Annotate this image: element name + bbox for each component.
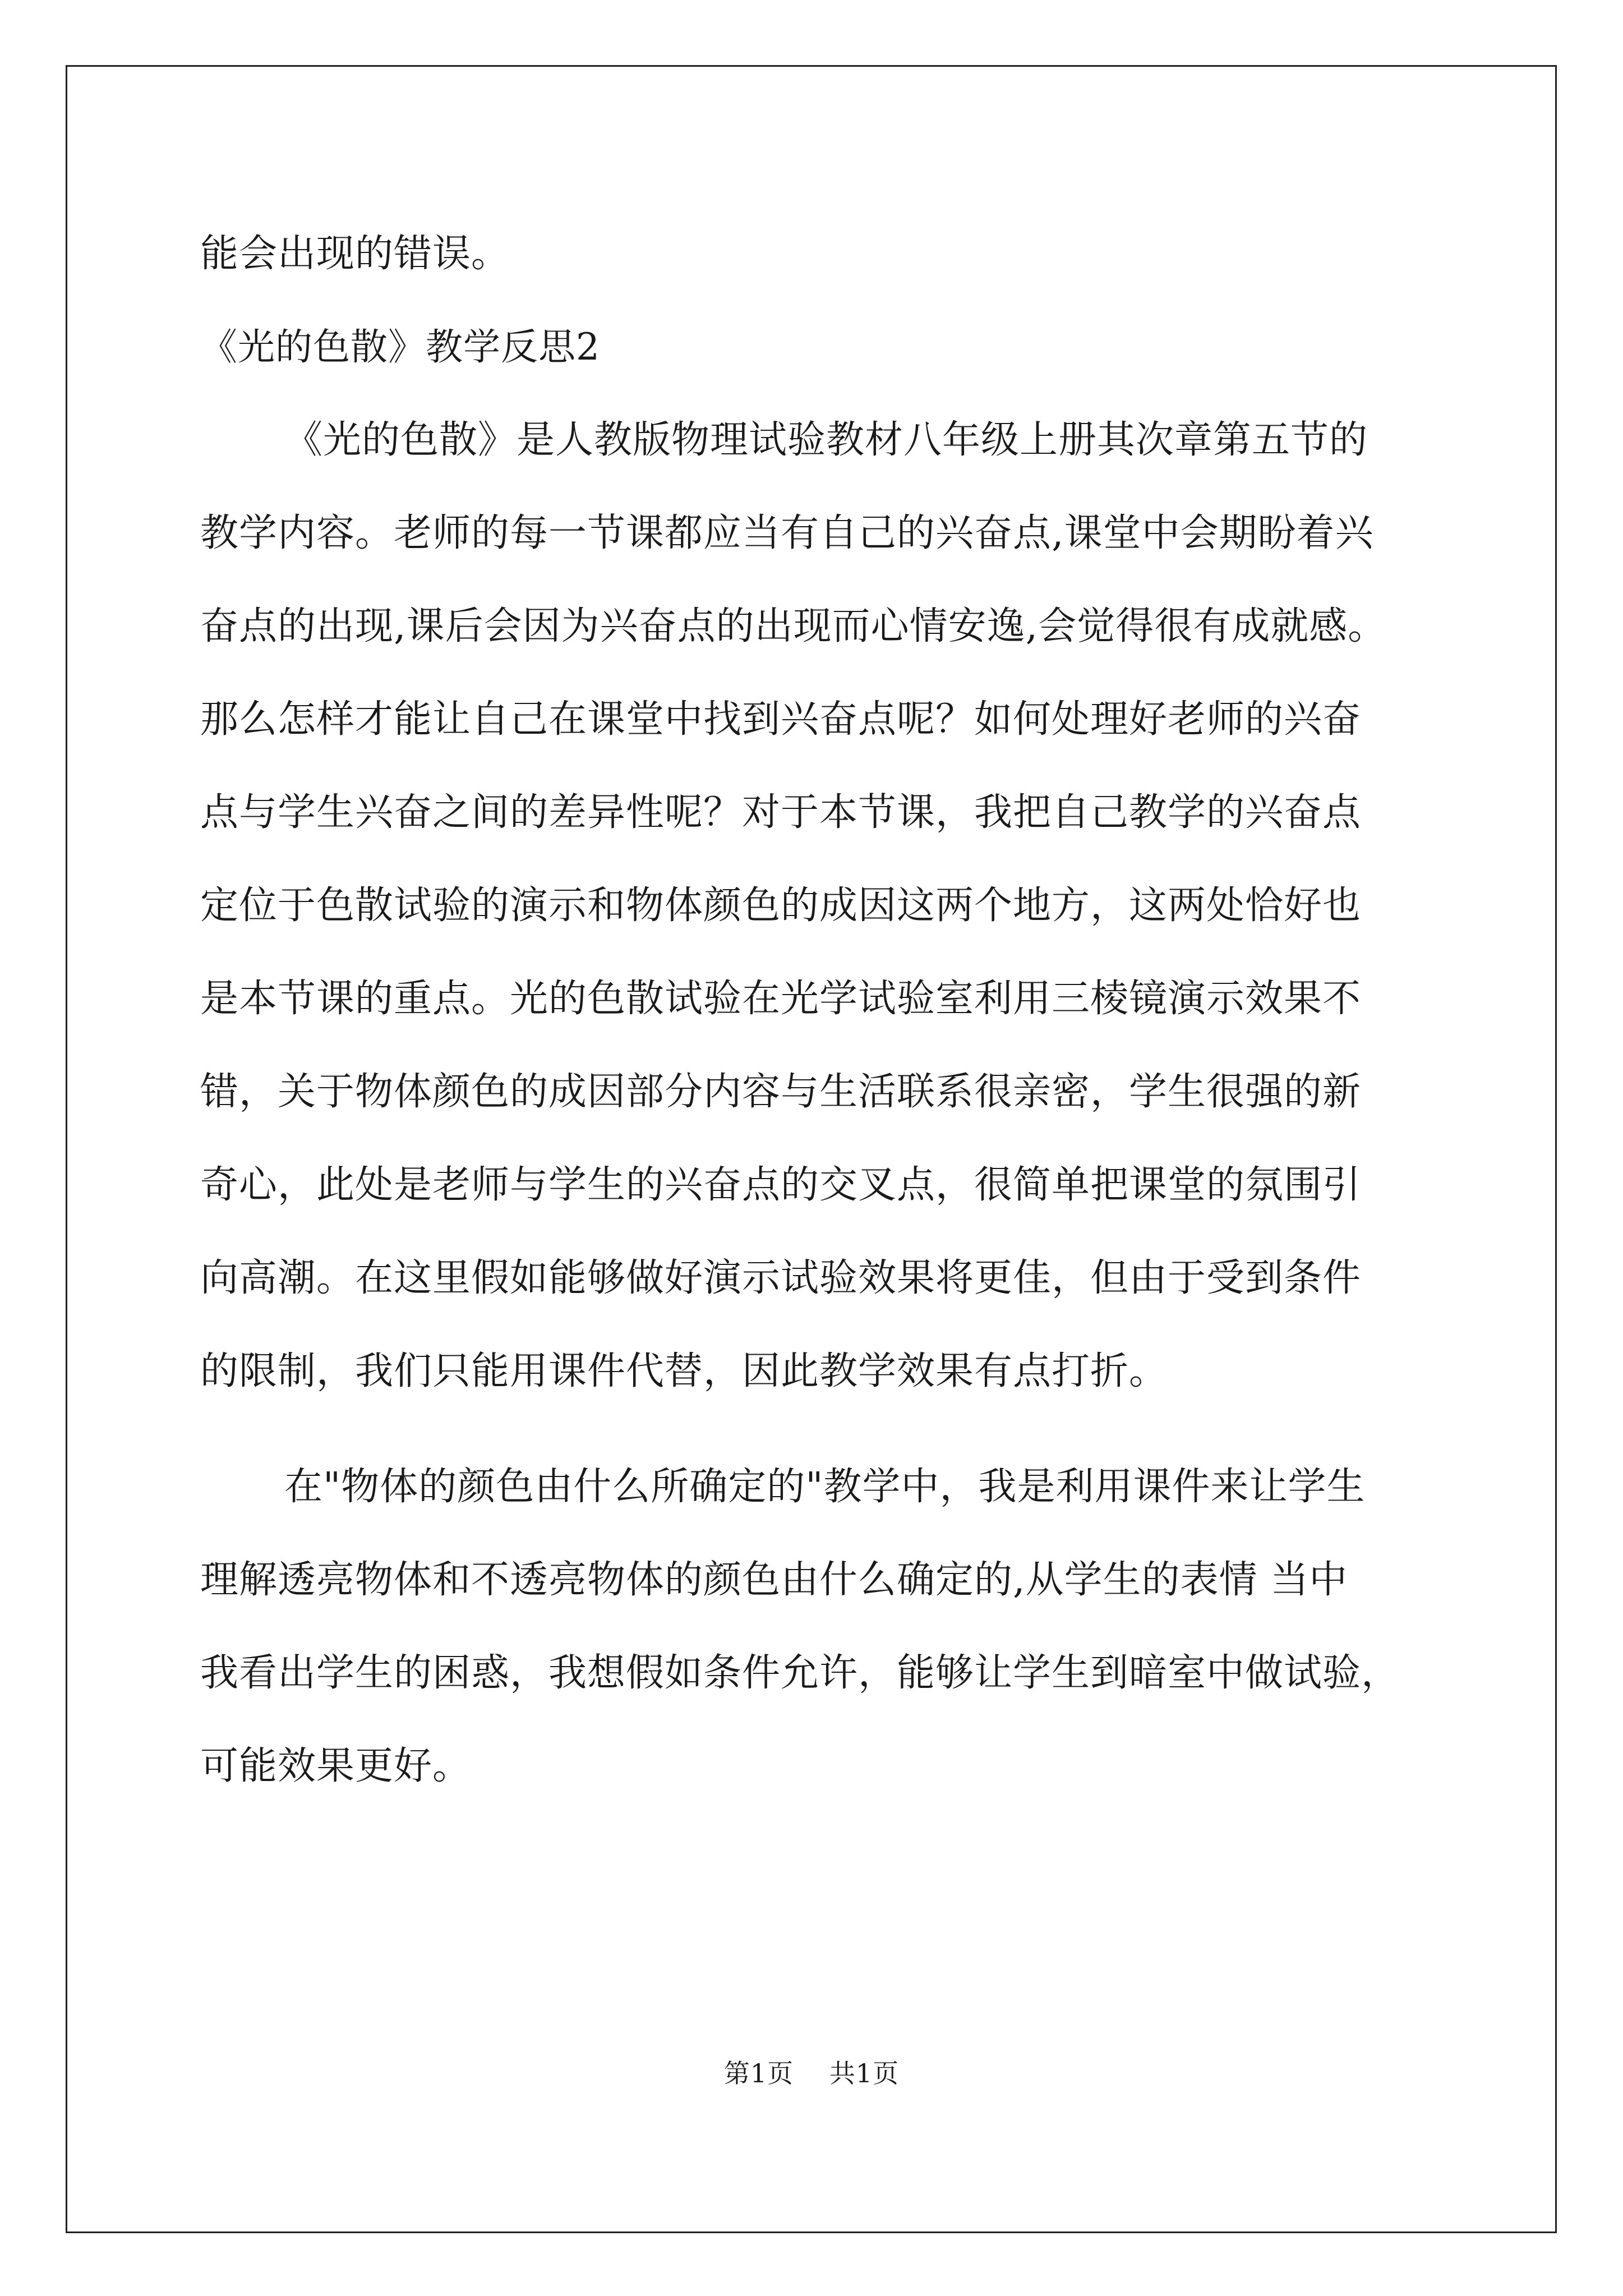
text-line: 在"物体的颜色由什么所确定的"教学中，我是利用课件来让学生 <box>284 1465 1366 1509</box>
text-line: 的限制，我们只能用课件代替，因此教学效果有点打折。 <box>200 1349 1168 1393</box>
text-line: 奋点的出现,课后会因为兴奋点的出现而心情安逸,会觉得很有成就感。 <box>200 604 1387 648</box>
text-line: 奇心，此处是老师与学生的兴奋点的交叉点，很简单把课堂的氛围引 <box>200 1163 1362 1207</box>
text-line: 能会出现的错误。 <box>200 232 510 276</box>
text-line: 那么怎样才能让自己在课堂中找到兴奋点呢？如何处理好老师的兴奋 <box>200 697 1362 742</box>
text-line: 理解透亮物体和不透亮物体的颜色由什么确定的,从学生的表情 当中 <box>200 1558 1348 1602</box>
document-body <box>200 208 1423 1813</box>
text-line: 错，关于物体颜色的成因部分内容与生活联系很亲密，学生很强的新 <box>200 1070 1362 1114</box>
text-line: 向高潮。在这里假如能够做好演示试验效果将更佳，但由于受到条件 <box>200 1256 1362 1300</box>
text-line: 是本节课的重点。光的色散试验在光学试验室利用三棱镜演示效果不 <box>200 977 1362 1021</box>
text-line: 我看出学生的困惑，我想假如条件允许，能够让学生到暗室中做试验， <box>200 1651 1400 1695</box>
text-line: 教学内容。老师的每一节课都应当有自己的兴奋点,课堂中会期盼着兴 <box>200 511 1374 555</box>
page-footer <box>0 2053 1623 2090</box>
text-line: 《光的色散》是人教版物理试验教材八年级上册其次章第五节的 <box>284 418 1368 462</box>
section-heading: 《光的色散》教学反思2 <box>200 325 600 369</box>
text-line: 可能效果更好。 <box>200 1744 472 1788</box>
text-line: 点与学生兴奋之间的差异性呢？对于本节课，我把自己教学的兴奋点 <box>200 790 1362 835</box>
page-total: 共1页 <box>829 2058 900 2088</box>
page-number: 第1页 <box>723 2058 794 2088</box>
text-line: 定位于色散试验的演示和物体颜色的成因这两个地方，这两处恰好也 <box>200 884 1362 928</box>
